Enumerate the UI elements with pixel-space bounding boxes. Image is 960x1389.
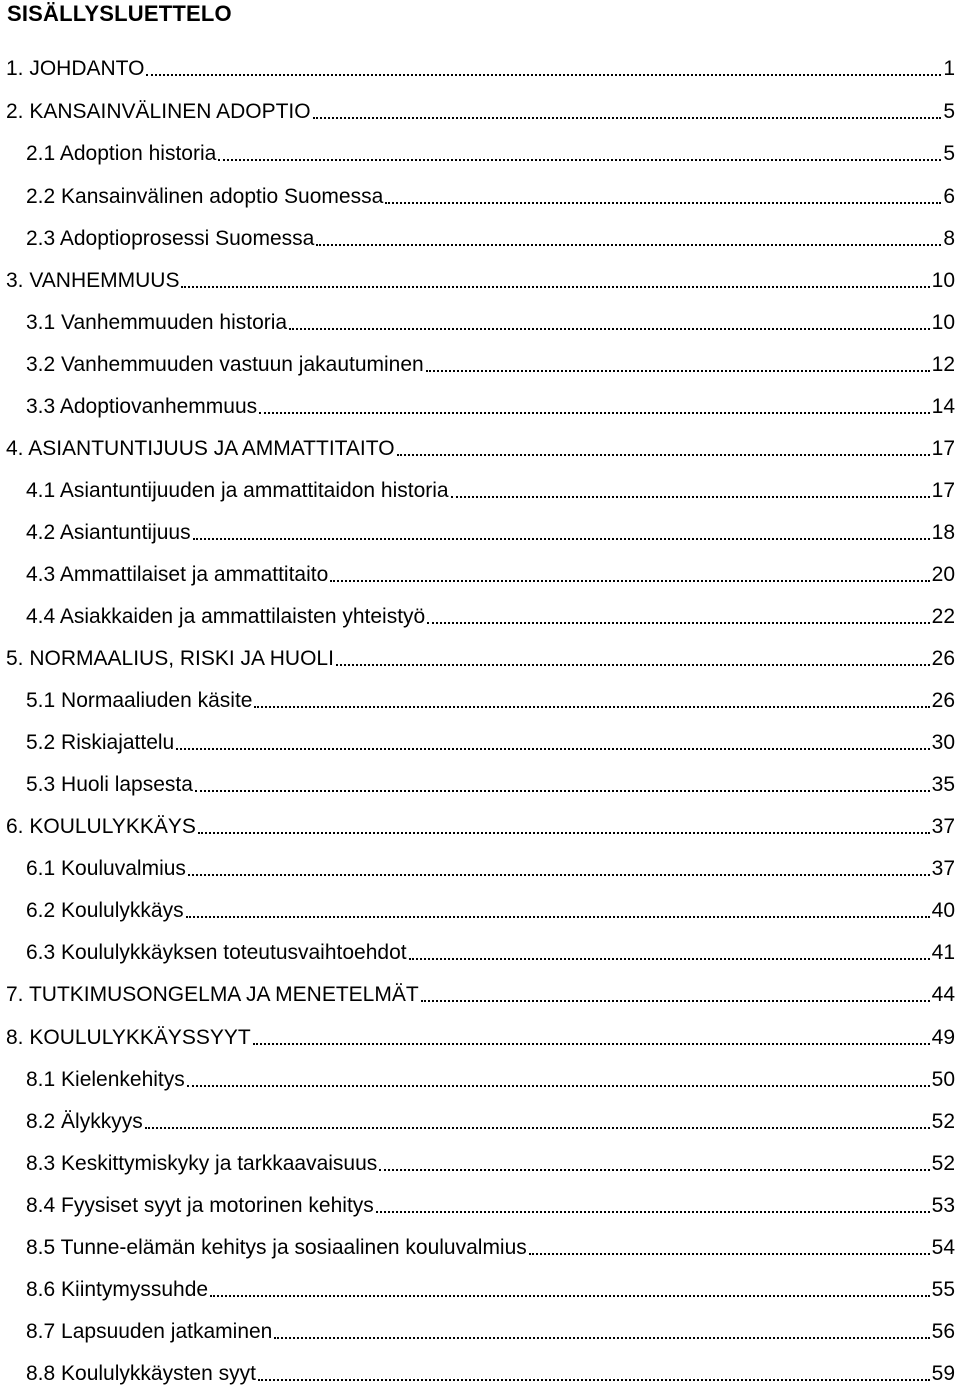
toc-entry[interactable] [26,852,955,882]
toc-entry-label: 6. KOULULYKKÄYS [6,815,196,838]
toc-entry-label: 8.2 Älykkyys [26,1110,143,1133]
toc-entry-label: 2.2 Kansainvälinen adoptio Suomessa [26,185,384,208]
toc-page-number: 20 [931,563,955,586]
toc-dot-leader [421,982,930,1008]
toc-entry[interactable] [26,1147,955,1177]
toc-dot-leader [426,352,930,378]
toc-entry[interactable] [26,1315,955,1345]
toc-page-number: 44 [931,983,955,1006]
toc-dot-leader [145,1109,930,1135]
toc-entry[interactable] [6,432,955,462]
toc-page-number: 53 [931,1194,955,1217]
toc-dot-leader [451,478,930,504]
toc-page-number: 10 [931,311,955,334]
toc-dot-leader [187,1067,930,1093]
toc-entry-label: 8. KOULULYKKÄYSSYYT [6,1026,251,1049]
toc-entry[interactable] [26,1357,955,1387]
toc-entry[interactable] [6,95,955,125]
toc-dot-leader [259,394,929,420]
toc-page-number: 54 [931,1236,955,1259]
toc-dot-leader [181,268,929,294]
toc-entry-label: 6.2 Koululykkäys [26,899,184,922]
toc-entry[interactable] [26,474,955,504]
toc-dot-leader [379,1151,929,1177]
toc-page-number: 8 [943,227,955,250]
toc-entry-label: 3.1 Vanhemmuuden historia [26,311,288,334]
toc-entry-label: 8.8 Koululykkäysten syyt [26,1362,256,1385]
toc-entry-label: 4.4 Asiakkaiden ja ammattilaisten yhteistyö [26,605,426,628]
toc-entry[interactable] [6,1021,955,1051]
toc-page-number: 49 [931,1026,955,1049]
toc-page-number: 22 [931,605,955,628]
toc-entry[interactable] [6,264,955,294]
toc-entry[interactable] [6,642,955,672]
toc-dot-leader [258,1361,930,1387]
toc-dot-leader [254,688,929,714]
toc-entry[interactable] [26,348,955,378]
toc-entry[interactable] [6,810,955,840]
toc-entry-label: 4.3 Ammattilaiset ja ammattitaito [26,563,329,586]
toc-dot-leader [176,730,929,756]
toc-dot-leader [186,898,930,924]
toc-entry[interactable] [26,180,955,210]
toc-page-number: 50 [931,1068,955,1091]
toc-page-number: 41 [931,941,955,964]
toc-entry[interactable] [26,1273,955,1303]
toc-dot-leader [210,1277,930,1303]
toc-dot-leader [274,1319,929,1345]
toc-entry-label: 4. ASIANTUNTIJUUS JA AMMATTITAITO [6,437,395,460]
toc-entry[interactable] [26,558,955,588]
toc-page-number: 12 [931,353,955,376]
toc-page-number: 37 [931,815,955,838]
toc-entry-label: 5.2 Riskiajattelu [26,731,175,754]
toc-entry[interactable] [26,600,955,630]
toc-page-number: 26 [931,689,955,712]
toc-dot-leader [427,604,929,630]
toc-page-number: 6 [943,185,955,208]
toc-entry[interactable] [26,894,955,924]
toc-entry[interactable] [26,1063,955,1093]
toc-entry-label: 8.7 Lapsuuden jatkaminen [26,1320,273,1343]
toc-dot-leader [146,56,941,82]
toc-page-number: 40 [931,899,955,922]
toc-page-number: 59 [931,1362,955,1385]
toc-entry-label: 5. NORMAALIUS, RISKI JA HUOLI [6,647,334,670]
toc-entry-label: 2. KANSAINVÄLINEN ADOPTIO [6,100,311,123]
toc-entry-label: 2.1 Adoption historia [26,142,217,165]
toc-entry[interactable] [26,1189,955,1219]
toc-entry[interactable] [6,52,955,82]
toc-entry-label: 6.3 Koululykkäyksen toteutusvaihtoehdot [26,941,407,964]
toc-entry[interactable] [26,222,955,252]
toc-entry-label: 8.4 Fyysiset syyt ja motorinen kehitys [26,1194,374,1217]
toc-entry-label: 1. JOHDANTO [6,57,145,80]
toc-page-number: 17 [931,479,955,502]
toc-page-number: 10 [931,269,955,292]
toc-page-number: 18 [931,521,955,544]
toc-dot-leader [529,1235,930,1261]
page-title: SISÄLLYSLUETTELO [7,1,232,26]
toc-dot-leader [193,520,930,546]
toc-entry-label: 2.3 Adoptioprosessi Suomessa [26,227,315,250]
toc-page-number: 52 [931,1110,955,1133]
toc-entry-label: 6.1 Kouluvalmius [26,857,186,880]
toc-dot-leader [385,184,941,210]
toc-dot-leader [188,856,930,882]
toc-entry-label: 3.3 Adoptiovanhemmuus [26,395,258,418]
toc-dot-leader [253,1025,930,1051]
toc-page-number: 5 [943,100,955,123]
toc-page-number: 17 [931,437,955,460]
toc-page-number: 1 [943,57,955,80]
toc-entry-label: 4.2 Asiantuntijuus [26,521,191,544]
toc-page-number: 56 [931,1320,955,1343]
toc-dot-leader [336,646,930,672]
toc-entry-label: 8.5 Tunne-elämän kehitys ja sosiaalinen kouluvalmius [26,1236,527,1259]
toc-dot-leader [313,99,942,125]
toc-dot-leader [198,814,930,840]
toc-entry[interactable] [26,306,955,336]
toc-page-number: 35 [931,773,955,796]
toc-page-number: 55 [931,1278,955,1301]
toc-dot-leader [330,562,929,588]
toc-entry[interactable] [26,390,955,420]
toc-entry-label: 8.1 Kielenkehitys [26,1068,185,1091]
toc-entry[interactable] [26,768,955,798]
toc-dot-leader [195,772,930,798]
toc-entry[interactable] [26,137,955,167]
toc-dot-leader [397,436,930,462]
toc-entry-label: 7. TUTKIMUSONGELMA JA MENETELMÄT [6,983,419,1006]
toc-entry-label: 5.3 Huoli lapsesta [26,773,193,796]
toc-entry-label: 8.3 Keskittymiskyky ja tarkkaavaisuus [26,1152,378,1175]
toc-dot-leader [316,226,941,252]
toc-dot-leader [218,141,941,167]
toc-entry[interactable] [26,726,955,756]
toc-entry[interactable] [6,978,955,1008]
toc-page-number: 5 [943,142,955,165]
toc-dot-leader [376,1193,930,1219]
toc-page-number: 52 [931,1152,955,1175]
toc-dot-leader [289,310,930,336]
toc-entry-label: 5.1 Normaaliuden käsite [26,689,253,712]
toc-entry[interactable] [26,684,955,714]
toc-entry[interactable] [26,1105,955,1135]
toc-entry[interactable] [26,936,955,966]
toc-entry-label: 3. VANHEMMUUS [6,269,180,292]
toc-page-number: 26 [931,647,955,670]
toc-entry-label: 4.1 Asiantuntijuuden ja ammattitaidon historia [26,479,449,502]
toc-entry-label: 3.2 Vanhemmuuden vastuun jakautuminen [26,353,424,376]
toc-page-number: 14 [931,395,955,418]
toc-page-number: 37 [931,857,955,880]
toc-entry[interactable] [26,1231,955,1261]
toc-entry-label: 8.6 Kiintymyssuhde [26,1278,209,1301]
toc-page-number: 30 [931,731,955,754]
toc-entry[interactable] [26,516,955,546]
toc-dot-leader [409,940,930,966]
